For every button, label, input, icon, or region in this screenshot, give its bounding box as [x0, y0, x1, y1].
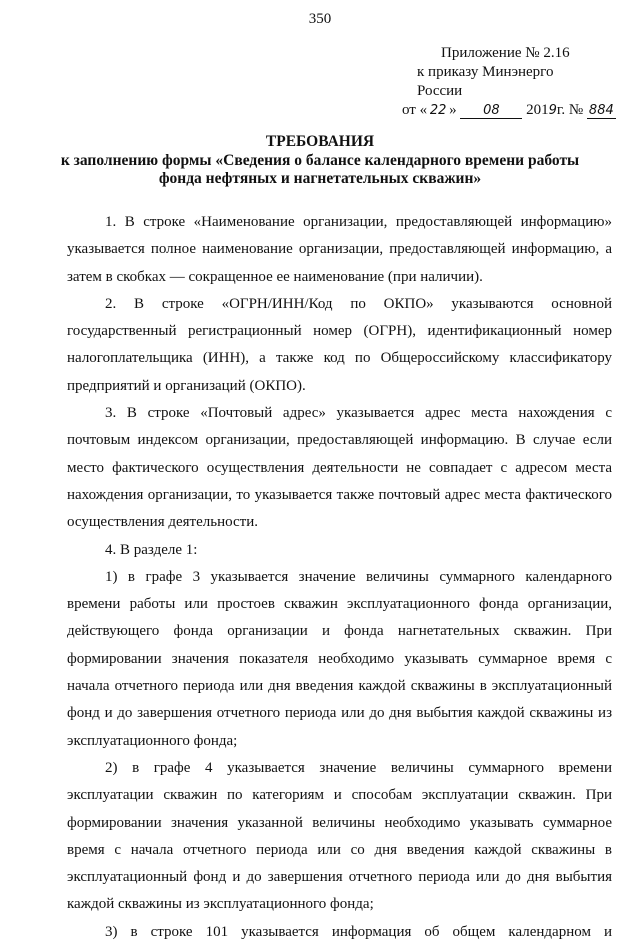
paragraph-2: 2. В строке «ОГРН/ИНН/Код по ОКПО» указываются основной государственный регистрационный номер (ОГРН), идентификационный номер налогоплательщика (ИНН), а также код по Общероссийскому классификатору предприятий и организаций (ОКПО). — [67, 295, 612, 394]
handwritten-day: 22 — [429, 103, 447, 118]
page-number: 350 — [308, 11, 332, 27]
number-prefix: г. № — [556, 102, 584, 118]
heading-title: ТРЕБОВАНИЯ — [265, 133, 375, 150]
date-mid: » — [449, 102, 457, 118]
document-body — [67, 209, 612, 946]
paragraph-4: 4. В разделе 1: — [105, 541, 198, 558]
handwritten-order-number: 884 — [588, 103, 614, 118]
date-prefix: от « — [402, 102, 428, 118]
heading-line-2: к заполнению формы «Сведения о балансе календарного времени работы — [60, 151, 580, 169]
paragraph-4-item-2: 2) в графе 4 указывается значение величины суммарного времени эксплуатации скважин по категориям и способам эксплуатации скважин. При формировании значения указанной величины необходимо указывать суммарное время с начала отчетного периода или со дня введения каждой скважины в эксплуатационный фонд и до завершения отчетного периода или до дня выбытия каждой скважины из эксплуатационного фонда; — [67, 759, 612, 913]
appendix-date-line — [402, 101, 614, 120]
document-heading — [0, 133, 640, 189]
appendix-title: Приложение № 2.16 — [441, 45, 570, 61]
paragraph-4-item-1: 1) в графе 3 указывается значение величины суммарного календарного времени работы или простоев скважин эксплуатационного фонда организации, действующего фонда организации и фонда нагнетательных скважин. При формировании значения показателя необходимо указывать суммарное время с начала отчетного периода или дня введения каждой скважины в эксплуатационный фонд и до завершения отчетного периода или до дня выбытия каждой скважины из эксплуатационного фонда; — [67, 568, 612, 749]
year-prefix: 201 — [526, 102, 549, 118]
paragraph-4-item-3: 3) в строке 101 указывается информация об общем календарном и — [105, 923, 612, 940]
appendix-order-reference: к приказу Минэнерго России — [417, 64, 554, 99]
handwritten-year-digit: 9 — [548, 103, 557, 118]
appendix-block — [402, 44, 614, 120]
heading-line-3: фонда нефтяных и нагнетательных скважин» — [158, 170, 482, 187]
handwritten-month: 08 — [460, 104, 522, 119]
paragraph-1: 1. В строке «Наименование организации, предоставляющей информацию» указывается полное наименование организации, предоставляющей информацию, а затем в скобках — сокращенное ее наименование (при наличии). — [67, 214, 612, 285]
paragraph-3: 3. В строке «Почтовый адрес» указывается адрес места нахождения с почтовым индексом организации, предоставляющей информацию. В случае если место фактического осуществления деятельности не совпадает с адресом места нахождения организации, то указывается также почтовый адрес места фактического осуществления деятельности. — [67, 405, 612, 531]
